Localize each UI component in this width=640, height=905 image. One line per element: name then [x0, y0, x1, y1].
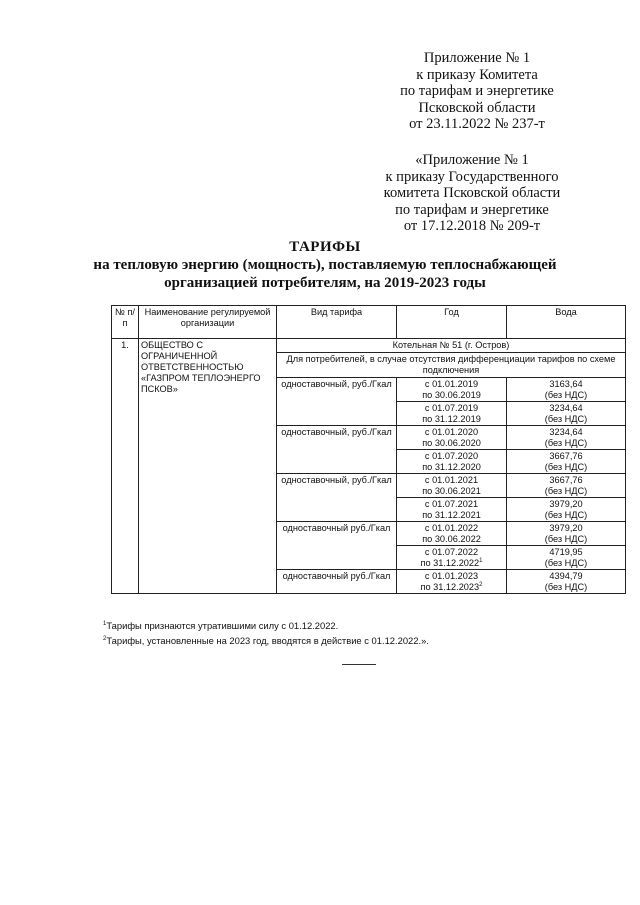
table-row	[112, 339, 626, 353]
water-tariff	[507, 426, 626, 450]
period-to	[399, 390, 504, 401]
period-to	[399, 438, 504, 449]
water-tariff	[507, 498, 626, 522]
period-to	[399, 534, 504, 545]
header-line: от 23.11.2022 № 237-т	[409, 116, 545, 132]
period-from: с 01.01.2019	[424, 379, 479, 389]
header-line: Приложение № 1	[423, 50, 531, 66]
header-line: Псковской области	[418, 99, 536, 116]
period	[397, 498, 507, 522]
water-tariff	[507, 378, 626, 402]
vat-note: (без НДС)	[544, 485, 588, 496]
footnote-mark: 2	[103, 635, 107, 642]
period-to-text: по 30.06.2022	[422, 533, 481, 544]
tariff-value: 4394,79	[549, 571, 583, 581]
column-header-organization: Наименование регулируемой организации	[139, 306, 277, 339]
tariff-value: 3234,64	[549, 427, 583, 437]
title-subline: на тепловую энергию (мощность), поставляемую теплоснабжающей	[93, 257, 557, 273]
period-from: с 01.07.2020	[424, 451, 479, 461]
column-header-year: Год	[397, 306, 507, 339]
footnote-text: Тарифы, установленные на 2023 год, вводятся в действие с 01.12.2022.».	[106, 635, 429, 646]
vat-note: (без НДС)	[544, 437, 588, 448]
vat-note: (без НДС)	[544, 509, 588, 520]
tariff-type: одноставочный, руб./Гкал	[277, 426, 397, 474]
period-to-text: по 31.12.2021	[422, 509, 481, 520]
period	[397, 450, 507, 474]
footnotes	[103, 618, 623, 648]
tariff-type: одноставочный руб./Гкал	[277, 522, 397, 570]
tariff-type: одноставочный, руб./Гкал	[277, 378, 397, 426]
tariff-table	[111, 305, 626, 594]
period-to	[399, 582, 504, 593]
footnote	[103, 618, 623, 633]
tariff-value: 3979,20	[549, 499, 583, 509]
period-to	[399, 462, 504, 473]
title-subline: организацией потребителям, на 2019-2023 годы	[164, 275, 486, 291]
footnote-ref: 1	[479, 557, 483, 564]
document-title	[60, 238, 590, 292]
period-from: с 01.01.2020	[424, 427, 479, 437]
water-tariff	[507, 522, 626, 546]
tariff-value: 3979,20	[549, 523, 583, 533]
boiler-house: Котельная № 51 (г. Остров)	[277, 339, 626, 353]
consumer-category: Для потребителей, в случае отсутствия дифференциации тарифов по схеме подключения	[277, 353, 626, 378]
period	[397, 378, 507, 402]
period-from: с 01.07.2022	[424, 547, 479, 557]
period	[397, 474, 507, 498]
tariff-value: 3234,64	[549, 403, 583, 413]
tariff-type: одноставочный руб./Гкал	[277, 570, 397, 594]
header-line: от 17.12.2018 № 209-т	[403, 218, 541, 234]
vat-note: (без НДС)	[544, 389, 588, 400]
footnote-mark: 1	[103, 620, 107, 627]
header-line: к приказу Государственного	[385, 168, 559, 185]
water-tariff	[507, 546, 626, 570]
period-to	[399, 414, 504, 425]
header-line: «Приложение № 1	[415, 152, 529, 168]
period-to-text: по 30.06.2019	[422, 389, 481, 400]
header-line: комитета Псковской области	[383, 185, 561, 201]
water-tariff	[507, 570, 626, 594]
period-to-text: по 31.12.2023	[420, 581, 480, 592]
column-header-water: Вода	[507, 306, 626, 339]
period-to-text: по 31.12.2019	[422, 413, 481, 424]
vat-note: (без НДС)	[544, 413, 588, 424]
organization-name: ОБЩЕСТВО С ОГРАНИЧЕННОЙ ОТВЕТСТВЕННОСТЬЮ «ГАЗПРОМ ТЕПЛОЭНЕРГО ПСКОВ»	[139, 339, 277, 594]
header-line: по тарифам и энергетике	[400, 83, 554, 99]
tariff-value: 3667,76	[549, 451, 583, 461]
vat-note: (без НДС)	[544, 533, 588, 544]
table-body	[112, 339, 626, 594]
header-line: по тарифам и энергетике	[395, 201, 549, 218]
period	[397, 402, 507, 426]
header-line: к приказу Комитета	[416, 66, 538, 83]
period-to-text: по 31.12.2020	[422, 461, 481, 472]
period-to-text: по 30.06.2021	[422, 485, 481, 496]
separator-line	[342, 664, 376, 665]
period-to-text: по 30.06.2020	[422, 437, 481, 448]
water-tariff	[507, 450, 626, 474]
period	[397, 426, 507, 450]
tariff-type: одноставочный, руб./Гкал	[277, 474, 397, 522]
period-from: с 01.01.2021	[424, 475, 479, 485]
period-from: с 01.01.2022	[424, 523, 479, 533]
period-to	[399, 486, 504, 497]
table-header-row	[112, 306, 626, 339]
water-tariff	[507, 474, 626, 498]
footnote-text: Тарифы признаются утратившими силу с 01.12.2022.	[106, 620, 339, 631]
water-tariff	[507, 402, 626, 426]
tariff-value: 3163,64	[549, 379, 583, 389]
period	[397, 570, 507, 594]
footnote	[103, 633, 623, 648]
period-to	[399, 558, 504, 569]
period	[397, 522, 507, 546]
tariff-value: 3667,76	[549, 475, 583, 485]
vat-note: (без НДС)	[544, 461, 588, 472]
column-header-tariff-type: Вид тарифа	[277, 306, 397, 339]
column-header-number: № п/п	[112, 306, 139, 339]
original-appendix-header	[352, 152, 592, 235]
period-to-text: по 31.12.2022	[420, 557, 480, 568]
appendix-header	[372, 50, 582, 133]
period-from: с 01.01.2023	[424, 571, 479, 581]
period	[397, 546, 507, 570]
footnote-ref: 2	[479, 581, 483, 588]
vat-note: (без НДС)	[544, 557, 588, 568]
tariff-value: 4719,95	[549, 547, 583, 557]
period-from: с 01.07.2019	[424, 403, 479, 413]
period-to	[399, 510, 504, 521]
row-number: 1.	[112, 339, 139, 594]
period-from: с 01.07.2021	[424, 499, 479, 509]
title-main: ТАРИФЫ	[289, 239, 361, 255]
vat-note: (без НДС)	[544, 581, 588, 592]
